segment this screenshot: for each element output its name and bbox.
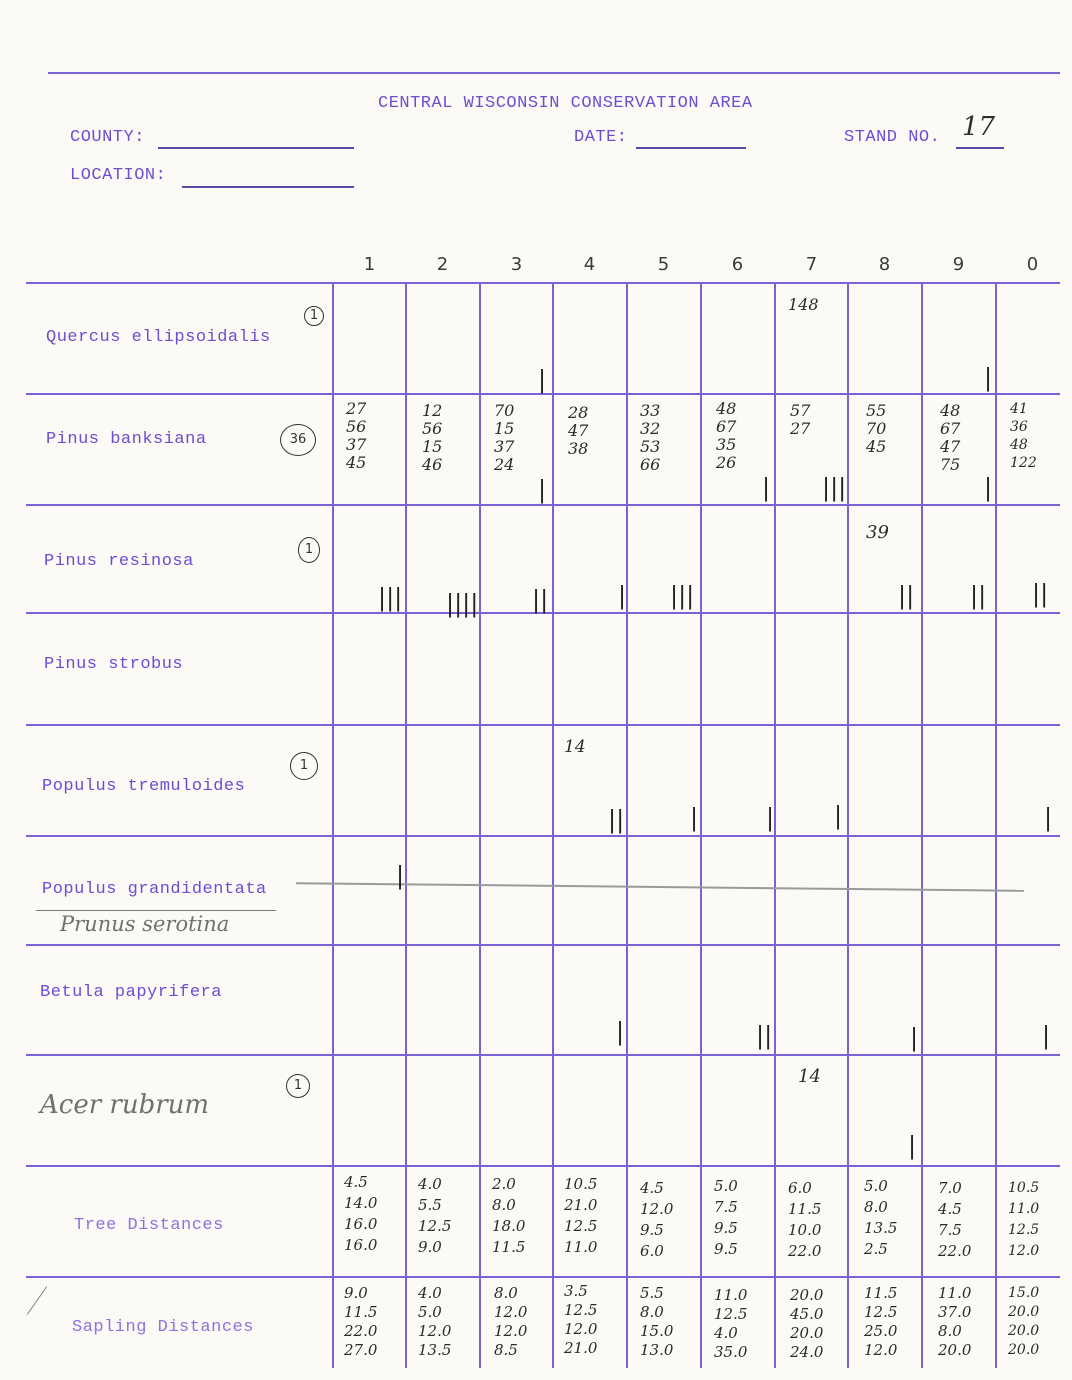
cell-value: 57 27	[790, 401, 811, 438]
tally-mark: |	[1044, 804, 1053, 832]
column-number: 3	[510, 254, 523, 275]
tally-mark: ||	[970, 582, 987, 610]
grid-vline	[552, 282, 554, 1368]
top-rule	[48, 72, 1060, 74]
tally-mark: |	[538, 366, 547, 394]
sapling-distance-values: 5.5 8.0 15.0 13.0	[640, 1284, 674, 1359]
cell-value: 14	[798, 1066, 821, 1087]
tally-mark: |	[910, 1024, 919, 1052]
tally-mark: |	[690, 804, 699, 832]
sapling-distance-values: 11.5 12.5 25.0 12.0	[864, 1284, 898, 1359]
cell-value: 39	[866, 522, 889, 543]
stand-value: 17	[962, 112, 996, 142]
tally-mark: |	[618, 582, 627, 610]
count-circle: 36	[280, 424, 316, 456]
cell-value: 33 32 53 66	[640, 401, 661, 474]
tally-mark: ||	[756, 1022, 773, 1050]
column-number: 7	[805, 254, 818, 275]
species-label: Betula papyrifera	[40, 983, 222, 1002]
sapling-distance-values: 4.0 5.0 12.0 13.5	[418, 1284, 452, 1359]
handwritten-species: Prunus serotina	[60, 912, 230, 936]
cell-value: 41 36 48 122	[1010, 401, 1037, 471]
date-field-line	[636, 147, 746, 149]
stand-label: STAND NO.	[844, 128, 941, 147]
species-label: Populus tremuloides	[42, 777, 246, 796]
stand-field-line	[956, 147, 1004, 149]
tree-distance-values: 5.0 7.5 9.5 9.5	[714, 1177, 738, 1258]
grid-hline	[26, 282, 1060, 284]
tally-mark: |	[1042, 1022, 1051, 1050]
date-label: DATE:	[574, 128, 628, 147]
grid-vline	[626, 282, 628, 1368]
tally-mark: |	[984, 364, 993, 392]
sapling-distance-values: 8.0 12.0 12.0 8.5	[494, 1284, 528, 1359]
grid-hline	[26, 1165, 1060, 1167]
pencil-stroke	[27, 1286, 47, 1314]
sapling-distance-values: 15.0 20.0 20.0 20.0	[1008, 1285, 1040, 1358]
count-circle: 1	[290, 752, 318, 780]
species-label: Pinus strobus	[44, 655, 184, 674]
cell-value: 48 67 35 26	[716, 399, 737, 472]
grid-vline	[995, 282, 997, 1368]
grid-vline	[479, 282, 481, 1368]
tree-distance-values: 6.0 11.5 10.0 22.0	[788, 1179, 822, 1260]
count-circle: 1	[304, 306, 324, 326]
species-label: Pinus resinosa	[44, 552, 194, 571]
cell-value: 48 67 47 75	[940, 401, 961, 474]
tree-distance-values: 5.0 8.0 13.5 2.5	[864, 1177, 898, 1258]
tree-distances-label: Tree Distances	[74, 1216, 224, 1235]
tally-mark: |||	[822, 474, 847, 502]
species-label: Pinus banksiana	[46, 430, 207, 449]
tally-mark: ||	[532, 586, 549, 614]
grid-vline	[774, 282, 776, 1368]
county-field-line	[158, 147, 354, 149]
column-number: 1	[363, 254, 376, 275]
sapling-distances-label: Sapling Distances	[72, 1318, 254, 1337]
grid-hline	[26, 1054, 1060, 1056]
tally-mark: |||	[378, 584, 403, 612]
county-label: COUNTY:	[70, 128, 145, 147]
tally-mark: ||	[608, 806, 625, 834]
tally-mark: |	[396, 862, 405, 890]
column-number: 2	[436, 254, 449, 275]
grid-vline	[847, 282, 849, 1368]
column-number: 8	[878, 254, 891, 275]
column-number: 5	[657, 254, 670, 275]
location-field-line	[182, 186, 354, 188]
pencil-underline	[36, 910, 276, 911]
tally-mark: ||||	[446, 590, 479, 618]
handwritten-species: Acer rubrum	[40, 1090, 210, 1120]
tree-distance-values: 4.5 14.0 16.0 16.0	[344, 1173, 378, 1254]
tally-mark: |	[538, 476, 547, 504]
form-title: CENTRAL WISCONSIN CONSERVATION AREA	[378, 94, 753, 113]
grid-hline	[26, 724, 1060, 726]
cell-value: 27 56 37 45	[346, 399, 367, 472]
grid-hline	[26, 1276, 1060, 1278]
cell-value: 148	[788, 295, 819, 314]
tally-mark: |||	[670, 582, 695, 610]
count-circle: 1	[298, 537, 320, 563]
column-number: 9	[952, 254, 965, 275]
tree-distance-values: 4.5 12.0 9.5 6.0	[640, 1179, 674, 1260]
column-number: 0	[1026, 254, 1039, 275]
tree-distance-values: 2.0 8.0 18.0 11.5	[492, 1175, 526, 1256]
cell-value: 12 56 15 46	[422, 401, 443, 474]
tally-mark: ||	[1032, 580, 1049, 608]
tally-mark: |	[908, 1132, 917, 1160]
sapling-distance-values: 11.0 12.5 4.0 35.0	[714, 1286, 748, 1361]
grid-hline	[26, 835, 1060, 837]
grid-vline	[332, 282, 334, 1368]
tally-mark: |	[616, 1018, 625, 1046]
tally-mark: |	[762, 474, 771, 502]
sapling-distance-values: 20.0 45.0 20.0 24.0	[790, 1286, 824, 1361]
sapling-distance-values: 9.0 11.5 22.0 27.0	[344, 1284, 378, 1359]
column-number: 4	[583, 254, 596, 275]
tree-distance-values: 10.5 11.0 12.5 12.0	[1008, 1180, 1040, 1259]
tally-mark: |	[766, 804, 775, 832]
tree-distance-values: 4.0 5.5 12.5 9.0	[418, 1175, 452, 1256]
cell-value: 70 15 37 24	[494, 401, 515, 474]
sapling-distance-values: 11.0 37.0 8.0 20.0	[938, 1284, 972, 1359]
species-label: Quercus ellipsoidalis	[46, 328, 271, 347]
grid-vline	[921, 282, 923, 1368]
column-number: 6	[731, 254, 744, 275]
grid-hline	[26, 944, 1060, 946]
cell-value: 28 47 38	[568, 403, 589, 458]
grid-vline	[700, 282, 702, 1368]
tree-distance-values: 10.5 21.0 12.5 11.0	[564, 1175, 598, 1256]
tally-mark: |	[834, 802, 843, 830]
location-label: LOCATION:	[70, 166, 167, 185]
count-circle: 1	[286, 1074, 310, 1098]
cell-value: 14	[564, 737, 586, 757]
tally-mark: ||	[898, 582, 915, 610]
tally-mark: |	[984, 474, 993, 502]
tree-distance-values: 7.0 4.5 7.5 22.0	[938, 1179, 972, 1260]
sapling-distance-values: 3.5 12.5 12.0 21.0	[564, 1282, 598, 1357]
species-label: Populus grandidentata	[42, 880, 267, 899]
grid-hline	[26, 504, 1060, 506]
grid-vline	[405, 282, 407, 1368]
cell-value: 55 70 45	[866, 401, 887, 456]
